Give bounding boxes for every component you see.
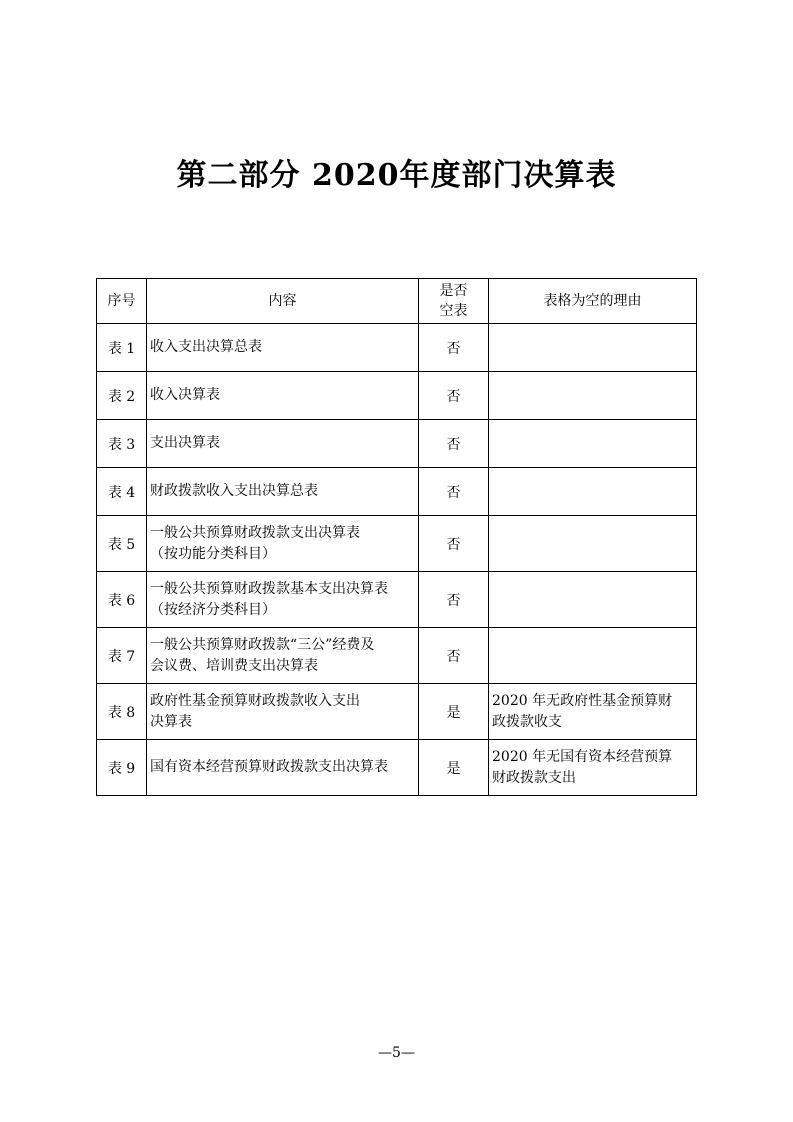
table-row bbox=[97, 516, 697, 572]
row-content bbox=[147, 572, 419, 628]
row-content-line2: 会议费、培训费支出决算表 bbox=[150, 657, 318, 674]
table-row bbox=[97, 684, 697, 740]
row-content-line1: 支出决算表 bbox=[150, 435, 220, 451]
row-content bbox=[147, 740, 419, 796]
row-no: 表 3 bbox=[97, 420, 147, 468]
row-content-line1: 收入决算表 bbox=[150, 387, 220, 403]
row-reason bbox=[489, 628, 697, 684]
row-empty: 是 bbox=[419, 684, 489, 740]
row-empty: 否 bbox=[419, 628, 489, 684]
table-row bbox=[97, 572, 697, 628]
header-reason: 表格为空的理由 bbox=[489, 279, 697, 324]
row-content bbox=[147, 516, 419, 572]
row-no: 表 5 bbox=[97, 516, 147, 572]
table-row bbox=[97, 740, 697, 796]
row-empty: 否 bbox=[419, 516, 489, 572]
row-content-line1: 政府性基金预算财政拨款收入支出 bbox=[150, 692, 360, 709]
table-row bbox=[97, 628, 697, 684]
row-content bbox=[147, 372, 419, 420]
row-no: 表 2 bbox=[97, 372, 147, 420]
row-no: 表 7 bbox=[97, 628, 147, 684]
row-content-line1: 财政拨款收入支出决算总表 bbox=[150, 483, 318, 499]
row-empty: 否 bbox=[419, 324, 489, 372]
row-reason bbox=[489, 684, 697, 740]
row-no: 表 8 bbox=[97, 684, 147, 740]
row-content-line2: （按功能分类科目） bbox=[150, 545, 276, 562]
row-reason bbox=[489, 516, 697, 572]
row-content-line1: 收入支出决算总表 bbox=[150, 339, 262, 355]
row-reason bbox=[489, 740, 697, 796]
row-content-line1: 一般公共预算财政拨款基本支出决算表 bbox=[150, 580, 388, 597]
row-reason bbox=[489, 420, 697, 468]
row-empty: 是 bbox=[419, 740, 489, 796]
table-header-row bbox=[97, 279, 697, 324]
row-content bbox=[147, 468, 419, 516]
table-row bbox=[97, 372, 697, 420]
row-reason bbox=[489, 324, 697, 372]
budget-table bbox=[96, 278, 697, 796]
table-row bbox=[97, 324, 697, 372]
row-content bbox=[147, 324, 419, 372]
row-reason-line1: 2020 年无国有资本经营预算 bbox=[492, 748, 673, 765]
row-reason bbox=[489, 468, 697, 516]
row-content bbox=[147, 628, 419, 684]
row-content bbox=[147, 420, 419, 468]
row-reason-line1: 2020 年无政府性基金预算财 bbox=[492, 692, 673, 709]
row-content-line2: （按经济分类科目） bbox=[150, 601, 276, 618]
header-empty-line2: 空表 bbox=[439, 303, 468, 319]
row-content-line1: 一般公共预算财政拨款支出决算表 bbox=[150, 524, 360, 541]
row-content bbox=[147, 684, 419, 740]
row-empty: 否 bbox=[419, 572, 489, 628]
row-no: 表 4 bbox=[97, 468, 147, 516]
row-empty: 否 bbox=[419, 468, 489, 516]
page-number: —5— bbox=[378, 1045, 415, 1061]
page-title: 第二部分 2020年度部门决算表 bbox=[176, 158, 617, 193]
row-no: 表 6 bbox=[97, 572, 147, 628]
row-content-line1: 国有资本经营预算财政拨款支出决算表 bbox=[150, 759, 388, 775]
header-content: 内容 bbox=[147, 279, 419, 324]
row-empty: 否 bbox=[419, 420, 489, 468]
row-reason bbox=[489, 572, 697, 628]
header-empty bbox=[419, 279, 489, 324]
row-reason-line2: 政拨款收支 bbox=[492, 713, 562, 730]
table-row bbox=[97, 420, 697, 468]
row-no: 表 1 bbox=[97, 324, 147, 372]
row-content-line1: 一般公共预算财政拨款“三公”经费及 bbox=[150, 636, 375, 653]
table-row bbox=[97, 468, 697, 516]
row-no: 表 9 bbox=[97, 740, 147, 796]
row-empty: 否 bbox=[419, 372, 489, 420]
row-reason-line2: 财政拨款支出 bbox=[492, 769, 576, 786]
header-no: 序号 bbox=[97, 279, 147, 324]
row-content-line2: 决算表 bbox=[150, 713, 192, 730]
header-empty-line1: 是否 bbox=[439, 283, 468, 299]
row-reason bbox=[489, 372, 697, 420]
